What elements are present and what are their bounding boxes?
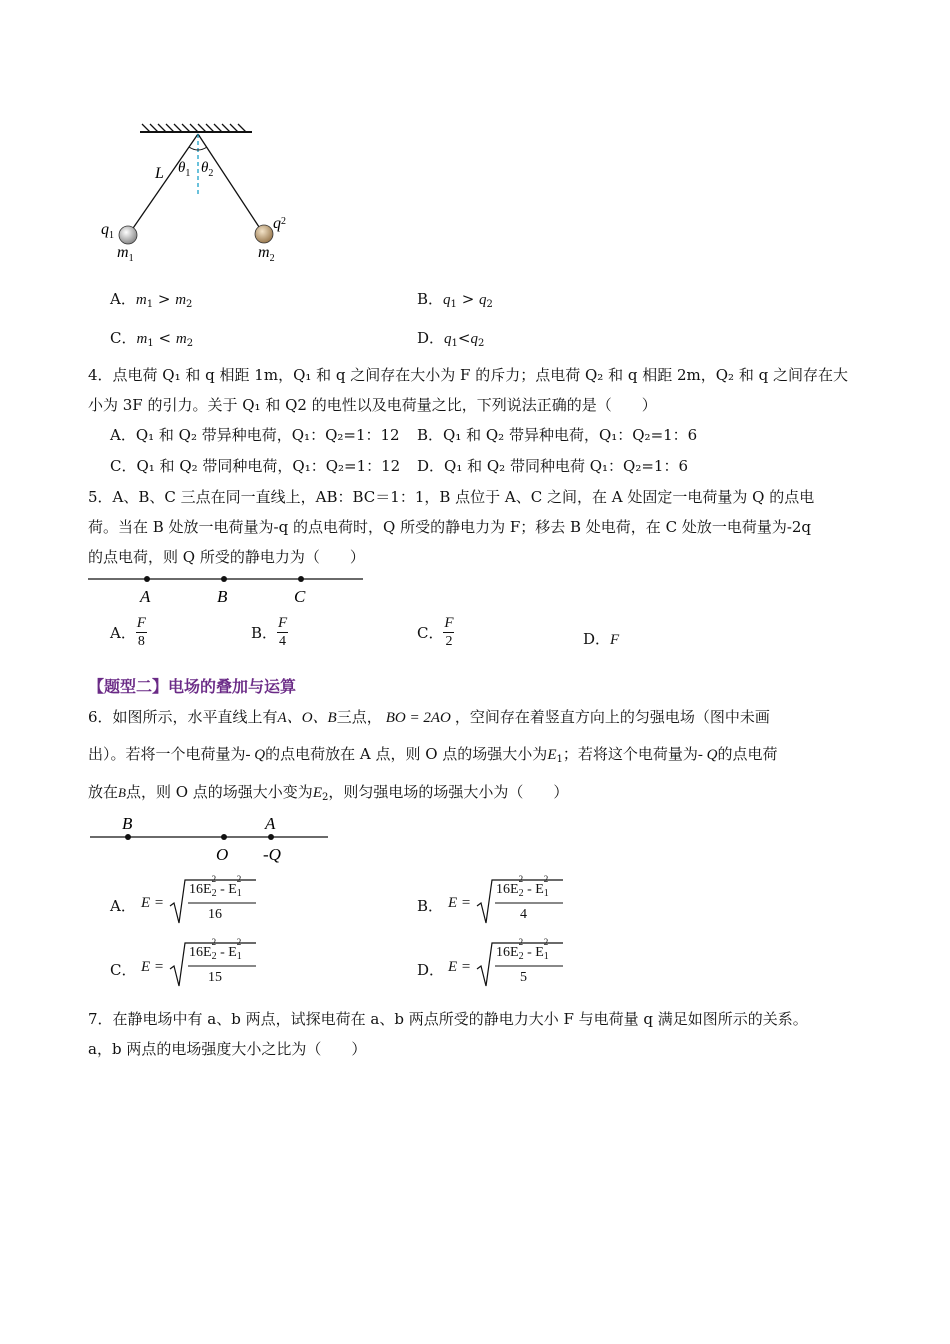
label-q2: q [273, 215, 281, 232]
q7-stem-line2: a，b 两点的电场强度大小之比为（ ） [88, 1040, 367, 1058]
label-theta2: θ [201, 160, 209, 176]
label-c: C [294, 587, 306, 606]
ball-2 [255, 225, 273, 243]
label-b: B [217, 587, 228, 606]
point-o [221, 834, 227, 840]
q5-option-b[interactable]: B． $\frac{F}{4}$ [251, 615, 288, 649]
q4-option-b[interactable]: B．Q₁ 和 Q₂ 带异种电荷，Q₁：Q₂=1：6 [417, 426, 698, 444]
label-charge: -Q [263, 845, 281, 864]
point-a [144, 576, 150, 582]
svg-text:θ2: $\theta_2$ [201, 160, 214, 179]
label-q1: q [101, 221, 109, 238]
svg-text:q2: $q^2$ [273, 215, 286, 232]
q4-option-d[interactable]: D．Q₁ 和 Q₂ 带同种电荷 Q₁：Q₂=1：6 [417, 457, 688, 475]
q3-option-b[interactable]: B．$q_1 > q_2$ [417, 290, 493, 310]
svg-text:q1: $q_1$ [101, 221, 114, 241]
label-a: A [140, 587, 151, 606]
ball-1 [119, 226, 137, 244]
q3-option-c[interactable]: C．$m_1 < m_2$ [110, 329, 194, 349]
q5-line-figure [88, 570, 368, 610]
q6-stem-line2: 出）。若将一个电荷量为- Q的点电荷放在 A 点，则 O 点的场强大小为$E_1$；若将这个电荷量为- Q的点电荷 [88, 745, 778, 765]
q3-option-a[interactable]: A．$m_1 > m_2$ [110, 290, 193, 310]
label-L: L [155, 165, 164, 182]
point-b [221, 576, 227, 582]
string-right [198, 134, 263, 233]
q5-option-d[interactable]: D．F [583, 630, 620, 648]
pendulum-figure [95, 120, 315, 270]
q5-stem-line2: 荷。当在 B 处放一电荷量为-q 的点电荷时，Q 所受的静电力为 F；移去 B 处电荷，在 C 处放一电荷量为-2q [88, 518, 812, 536]
q4-option-a[interactable]: A．Q₁ 和 Q₂ 带异种电荷，Q₁：Q₂=1：12 [110, 426, 400, 444]
q6-stem-line3: 放在B点，则 O 点的场强大小变为$E_2$，则匀强电场的场强大小为（ ） [88, 783, 569, 803]
label-b: B [122, 814, 133, 833]
q6-stem-line1: 6．如图所示，水平直线上有A、O、B三点， BO = 2AO ，空间存在着竖直方向上的匀强电场（图中未画 [88, 708, 770, 726]
label-a: A [265, 814, 276, 833]
q5-option-a[interactable]: A． $\frac{F}{8}$ [110, 615, 146, 649]
label-m2: m [258, 244, 270, 261]
point-a [268, 834, 274, 840]
section-heading: 【题型二】电场的叠加与运算 [88, 677, 297, 696]
q4-option-c[interactable]: C．Q₁ 和 Q₂ 带同种电荷，Q₁：Q₂=1：12 [110, 457, 401, 475]
label-o: O [216, 845, 229, 864]
q4-stem-line1: 4．点电荷 Q₁ 和 q 相距 1m，Q₁ 和 q 之间存在大小为 F 的斥力；点电荷 Q₂ 和 q 相距 2m，Q₂ 和 q 之间存在大 [88, 366, 848, 384]
q4-stem-line2: 小为 3F 的引力。关于 Q₁ 和 Q2 的电性以及电荷量之比，下列说法正确的是（ ） [88, 396, 657, 414]
q5-stem-line3: 的点电荷，则 Q 所受的静电力为（ ） [88, 548, 365, 566]
q3-option-d[interactable]: D．$q_1<q_2$ [417, 329, 485, 349]
label-m1: m [117, 244, 129, 261]
svg-text:θ1: $\theta_1$ [178, 160, 191, 179]
svg-text:m2: $m_2$ [258, 244, 275, 264]
q7-stem-line1: 7．在静电场中有 a、b 两点，试探电荷在 a、b 两点所受的静电力大小 F 与电荷量 q 满足如图所示的关系。 [88, 1010, 808, 1028]
q5-option-c[interactable]: C． $\frac{F}{2}$ [417, 615, 454, 649]
point-c [298, 576, 304, 582]
q5-stem-line1: 5．A、B、C 三点在同一直线上，AB：BC＝1：1，B 点位于 A、C 之间，在 A 处固定一电荷量为 Q 的点电 [88, 488, 815, 506]
string-left [129, 134, 198, 234]
point-b [125, 834, 131, 840]
q6-line-figure [88, 812, 338, 868]
svg-text:m1: $m_1$ [117, 244, 134, 264]
label-theta1: θ [178, 160, 186, 176]
